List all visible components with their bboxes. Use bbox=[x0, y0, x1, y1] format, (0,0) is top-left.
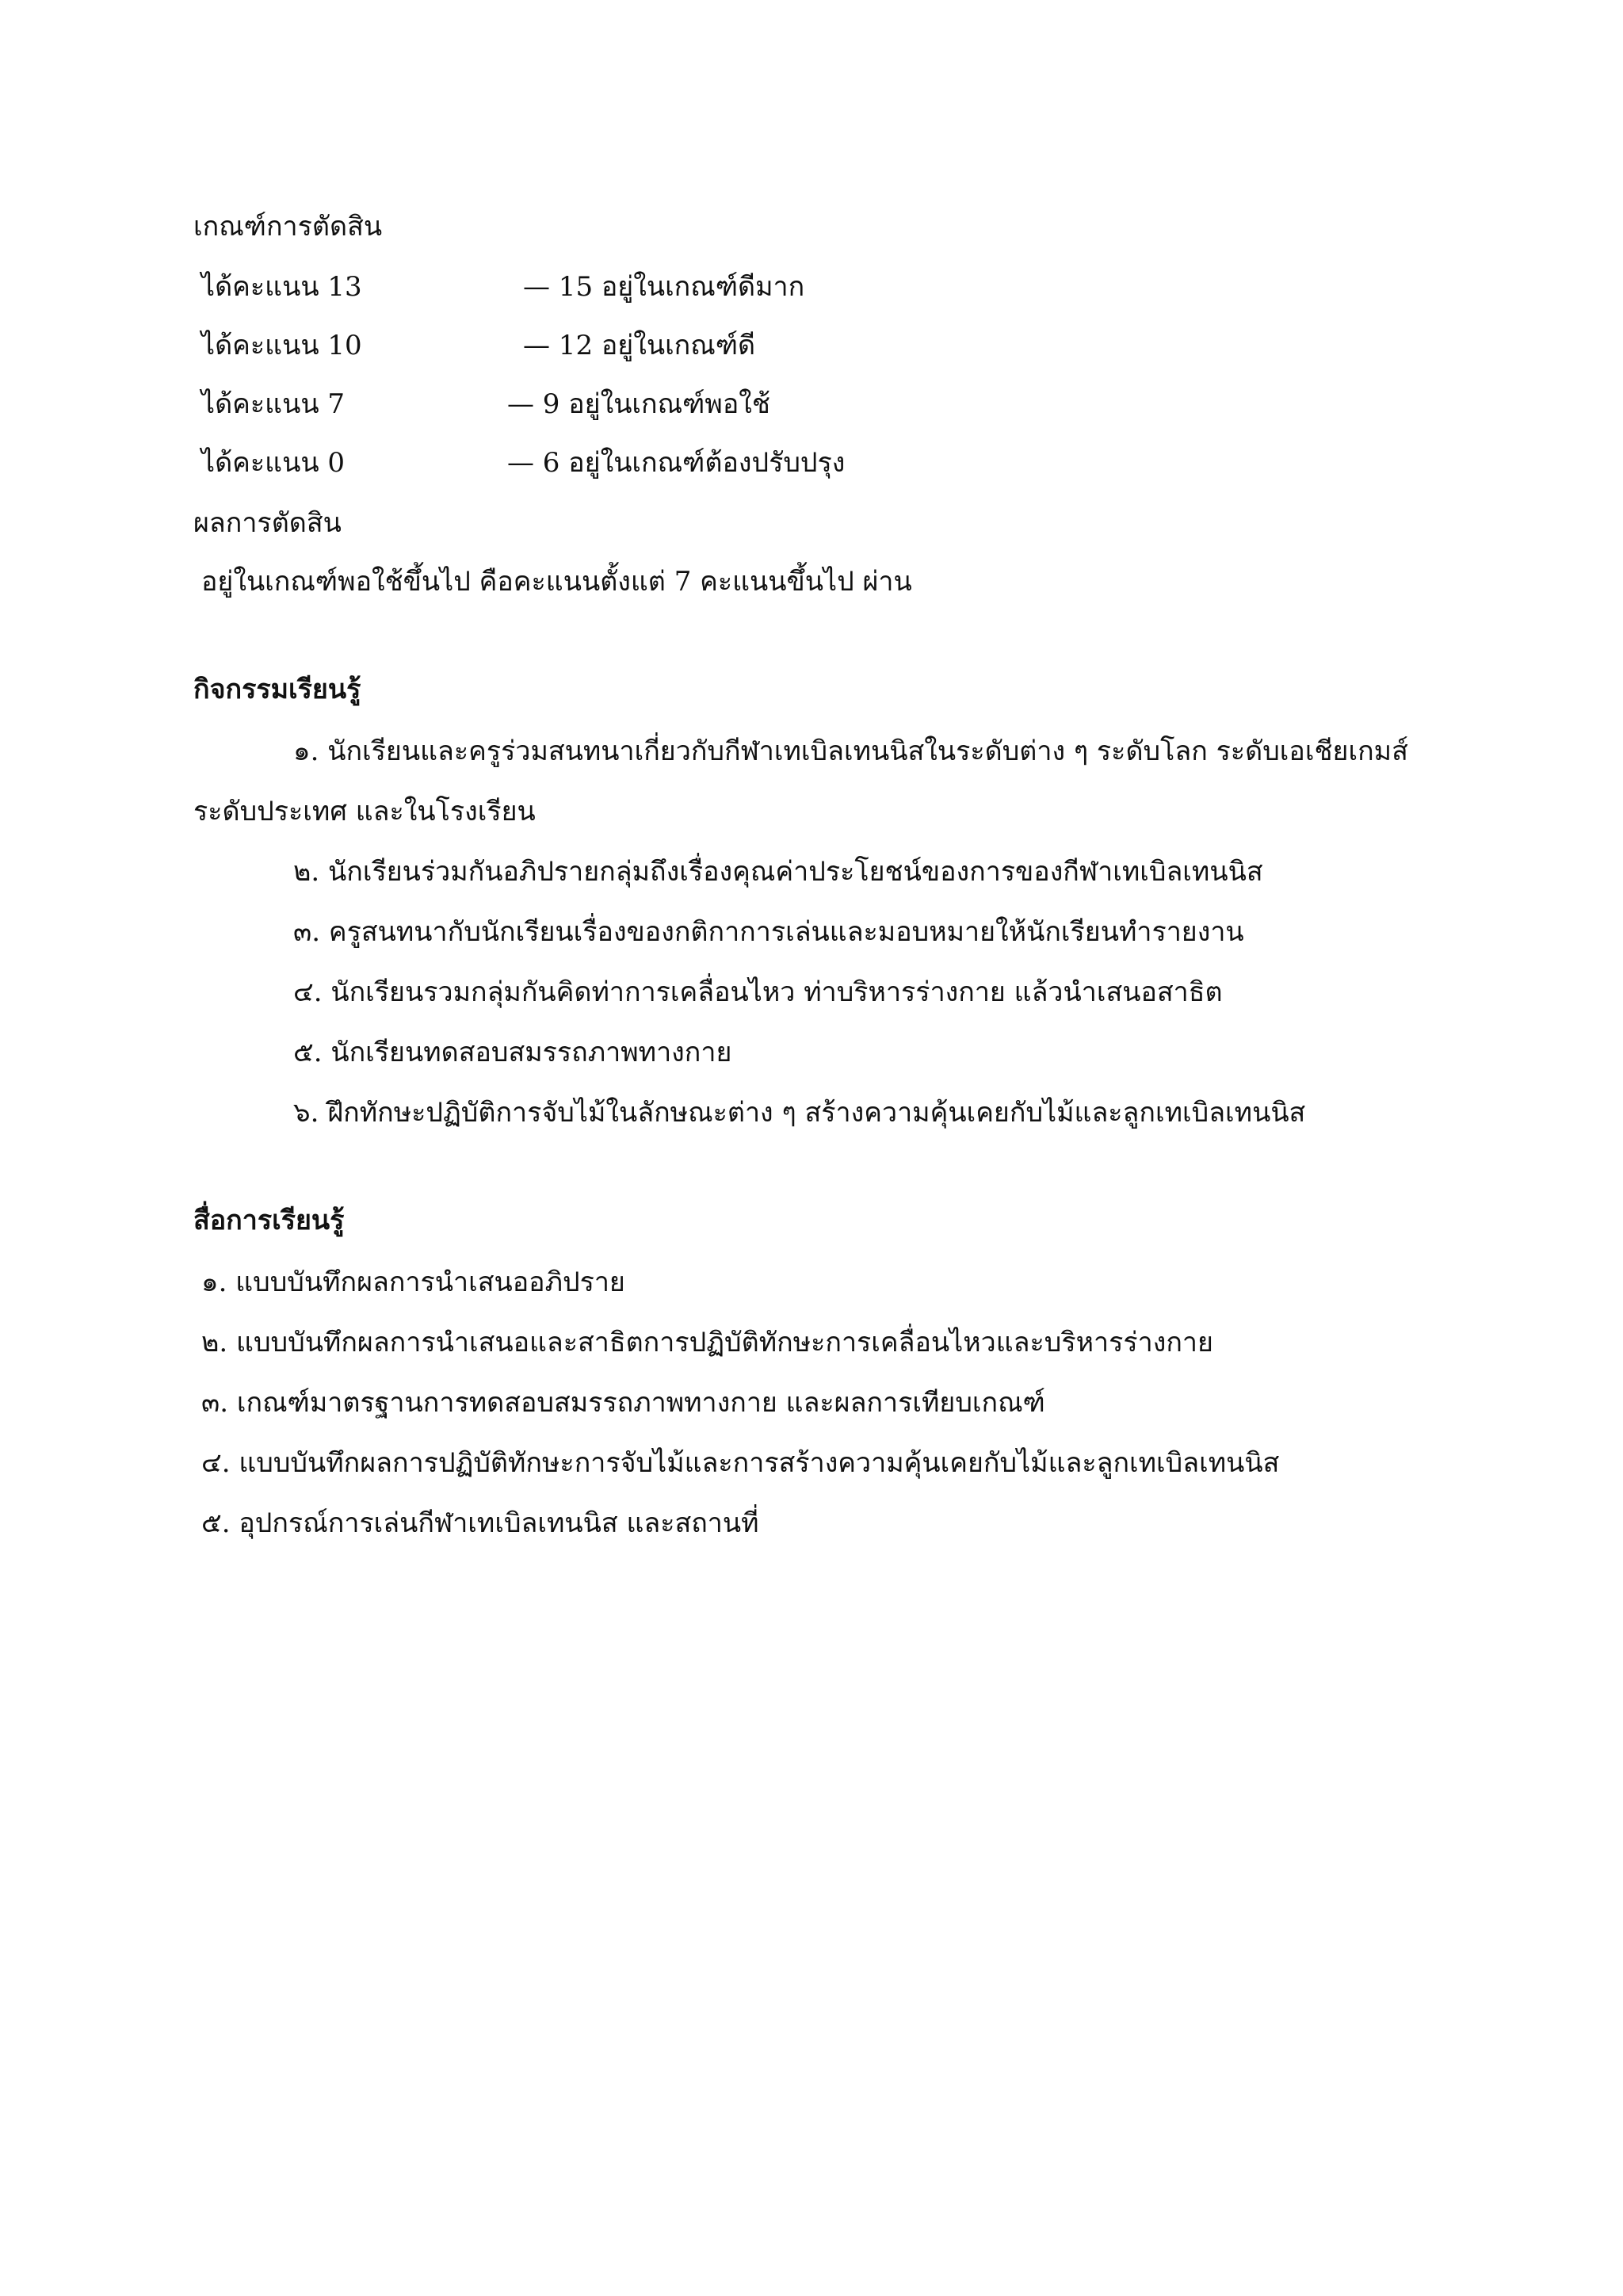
criteria-row-range: — 12 อยู่ในเกณฑ์ดี bbox=[523, 330, 756, 361]
activity-item: ๖. ฝึกทักษะปฏิบัติการจับไม้ในลักษณะต่าง ๆ สร้างความคุ้นเคยกับไม้และลูกเทเบิลเทนนิส bbox=[293, 1097, 1306, 1129]
criteria-row-label: ได้คะแนน 7 bbox=[201, 388, 346, 420]
criteria-row-label: ได้คะแนน 10 bbox=[201, 330, 362, 361]
criteria-heading: เกณฑ์การตัดสิน bbox=[193, 211, 383, 243]
activity-item: ๕. นักเรียนทดสอบสมรรถภาพทางกาย bbox=[293, 1037, 732, 1068]
result-text: อยู่ในเกณฑ์พอใช้ขึ้นไป คือคะแนนตั้งแต่ 7 คะแนนขึ้นไป ผ่าน bbox=[201, 566, 912, 598]
media-item: ๔. แบบบันทึกผลการปฏิบัติทักษะการจับไม้และการสร้างความคุ้นเคยกับไม้และลูกเทเบิลเทนนิส bbox=[201, 1447, 1280, 1479]
criteria-row-label: ได้คะแนน 0 bbox=[201, 447, 346, 479]
activity-item: ๔. นักเรียนรวมกลุ่มกันคิดท่าการเคลื่อนไหว ท่าบริหารร่างกาย แล้วนำเสนอสาธิต bbox=[293, 976, 1223, 1008]
criteria-row-label: ได้คะแนน 13 bbox=[201, 271, 362, 303]
media-item: ๓. เกณฑ์มาตรฐานการทดสอบสมรรถภาพทางกาย และผลการเทียบเกณฑ์ bbox=[201, 1387, 1045, 1419]
activity-item: ๑. นักเรียนและครูร่วมสนทนาเกี่ยวกับกีฬาเทเบิลเทนนิสในระดับต่าง ๆ ระดับโลก ระดับเอเชียเกมส์ bbox=[293, 735, 1408, 767]
media-item: ๑. แบบบันทึกผลการนำเสนออภิปราย bbox=[201, 1266, 625, 1298]
criteria-row-range: — 15 อยู่ในเกณฑ์ดีมาก bbox=[523, 271, 805, 303]
media-item: ๒. แบบบันทึกผลการนำเสนอและสาธิตการปฏิบัติทักษะการเคลื่อนไหวและบริหารร่างกาย bbox=[201, 1327, 1213, 1358]
activity-item-continuation: ระดับประเทศ และในโรงเรียน bbox=[193, 796, 536, 827]
result-heading: ผลการตัดสิน bbox=[193, 507, 342, 539]
criteria-row-range: — 6 อยู่ในเกณฑ์ต้องปรับปรุง bbox=[507, 447, 846, 479]
activities-heading: กิจกรรมเรียนรู้ bbox=[193, 674, 361, 705]
activity-item: ๒. นักเรียนร่วมกันอภิปรายกลุ่มถึงเรื่องคุณค่าประโยชน์ของการของกีฬาเทเบิลเทนนิส bbox=[293, 856, 1263, 888]
media-item: ๕. อุปกรณ์การเล่นกีฬาเทเบิลเทนนิส และสถานที่ bbox=[201, 1507, 759, 1539]
criteria-row-range: — 9 อยู่ในเกณฑ์พอใช้ bbox=[507, 388, 770, 420]
media-heading: สื่อการเรียนรู้ bbox=[193, 1205, 345, 1236]
activity-item: ๓. ครูสนทนากับนักเรียนเรื่องของกติกาการเล่นและมอบหมายให้นักเรียนทำรายงาน bbox=[293, 916, 1244, 948]
